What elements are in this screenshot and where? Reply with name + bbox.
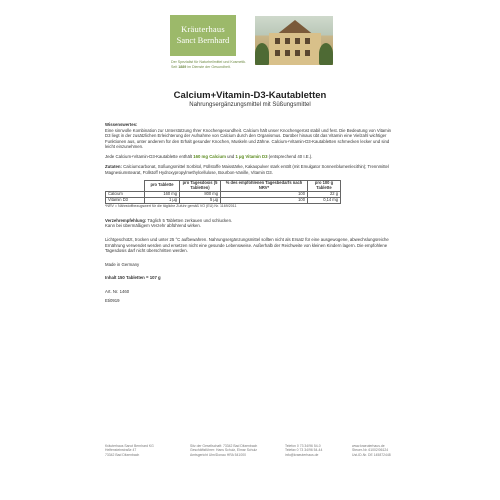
storage-notes: Lichtgeschützt, trocken und unter 25 °C aufbewahren. Nahrungsergänzungsmittel sollten nicht als Ersatz für eine ausgewogene, abwechslungsreiche Ernährung verwendet werden und ersetzen nicht eine gesunde Lebensweise. Außerhalb der Reichweite von kleinen Kindern lagern. Die empfohlene Tagesdosis darf nicht überschritten werden.: [105, 236, 389, 254]
footer-web: [352, 444, 391, 457]
footer-line: www.kraeuterhaus.de: [352, 444, 385, 448]
product-content: [105, 122, 395, 308]
dose-before: Jede Calcium+Vitamin-D3-Kautablette enthält: [105, 154, 194, 160]
table-row: [106, 197, 341, 203]
footer-legal: [190, 444, 257, 457]
tagline-text: Der Spezialist für Naturheilmittel und Kosmetik.: [171, 60, 247, 64]
footer-line: Steuer-Nr. 61002/06124: [352, 448, 389, 453]
footer-line: 73342 Bad Ditzenbach: [105, 452, 140, 457]
table-header-cell: [106, 180, 145, 191]
dose-calcium: 160 mg Calcium: [193, 154, 226, 160]
table-footnote: *NRV = Nährstoffbezugswert für die tägliche Zufuhr gemäß VO (EU) Nr. 1169/2011: [105, 204, 237, 209]
table-cell: 160 mg: [145, 191, 180, 197]
tagline-post-year: im Dienste der Gesundheit.: [186, 64, 231, 69]
zutaten-label: Zutaten:: [105, 164, 122, 170]
article-number: Art. Nr. 1460: [105, 288, 130, 294]
footer-line: Telefon 0 73 34/96 54-0: [285, 444, 321, 448]
verzehr-warning: Kann bei übermäßigem Verzehr abführend wirken.: [105, 223, 202, 229]
brand-logo: [170, 15, 236, 56]
footer-line: Geschäftsführer: Hans Schulz, Elmar Schulz: [190, 448, 257, 453]
footer-line: Helfensteinstraße 47: [105, 448, 137, 453]
table-cell: 1 µg: [145, 197, 180, 203]
zutaten-paragraph: [105, 164, 395, 175]
dose-paragraph: [105, 154, 395, 160]
verzehr-text: Täglich 5 Tabletten zerkauen und schlucken.: [146, 217, 233, 223]
logo-line-1: Kräuterhaus: [181, 24, 225, 34]
table-cell: 800 mg: [180, 191, 221, 197]
wissen-heading: Wissenswertes:: [105, 122, 138, 127]
nutrition-table: [105, 180, 341, 204]
table-cell: 100: [221, 197, 308, 203]
zutaten-text: Calciumcarbonat, Süßungsmittel Sorbitol, Füllstoffe Maisstärke, Kakaopulver stark entölt (mit Emulgator Sonnenblumenlecithin); Trennmittel Magnesiumstearat, Füllstoff Hydroxypropylmethylcellulose, Bourbon-Vanille, Vitamin D3.: [105, 164, 389, 175]
building-photo: [255, 16, 333, 65]
footer-line: Ust-ID-Nr. DE 145872448: [352, 452, 391, 457]
dose-mid: und: [225, 154, 236, 160]
footer-company: [105, 444, 154, 457]
dose-after: (entsprechend 40 I.E.).: [267, 154, 313, 160]
brand-tagline: [171, 60, 261, 69]
table-header-cell: pro Tablette: [145, 180, 180, 191]
table-header-cell: pro Tagesdosis (5 Tabletten): [180, 180, 221, 191]
footer-line: Amtsgericht Ulm/Donau HRA 541000: [190, 452, 246, 457]
table-cell: 0,14 mg: [308, 197, 341, 203]
verzehr-label: Verzehrempfehlung:: [105, 217, 147, 223]
made-in: Made in Germany: [105, 261, 140, 267]
product-subtitle: Nahrungsergänzungsmittel mit Süßungsmittel: [189, 102, 311, 108]
tagline-pre-year: Seit: [171, 64, 179, 69]
table-header-cell: pro 100 g Tablette: [308, 180, 341, 191]
tagline-year: 1889: [178, 64, 187, 69]
table-cell: 22 g: [308, 191, 341, 197]
wissen-text: Eine sinnvolle Kombination zur Unterstützung Ihrer Knochengesundheit. Calcium hält unser Knochengerüst stabil und fest. Die Bedeutung von Vitamin D3 liegt in der zusätzlichen Erleichterung der Aufnahme von Calcium durch den Organismus. Darüber hinaus übt das Vitamin eine Vielzahl wichtiger Funktionen aus, unter anderem für den Erhalt gesunder Knochen, Muskeln und Zähne. Calcium+Vitamin-D3-Kautabletten schmecken lecker und sind leicht einzunehmen.: [105, 127, 392, 150]
footer-line: Telefax 0 73 34/96 54-44: [285, 448, 323, 453]
table-cell: Vitamin D3: [106, 197, 145, 203]
dose-vitd: 1 µg Vitamin D3: [235, 154, 268, 160]
package-content: Inhalt 150 Tabletten = 107 g: [105, 275, 161, 281]
footer-contact: [285, 444, 322, 457]
footer-line: info@kraeuterhaus.de: [285, 452, 319, 457]
table-cell: 5 µg: [180, 197, 221, 203]
footer-line: Kräuterhaus Sanct Bernhard KG: [105, 444, 154, 448]
table-cell: Calcium: [106, 191, 145, 197]
table-header-row: [106, 180, 341, 191]
product-title: Calcium+Vitamin-D3-Kautabletten: [173, 90, 327, 101]
footer-line: Sitz der Gesellschaft: 73342 Bad Ditzenbach: [190, 444, 258, 448]
table-cell: 100: [221, 191, 308, 197]
table-header-cell: % des empfohlenen Tagesbedarfs nach NRV*: [221, 180, 308, 191]
label-code: Eti0919: [105, 298, 120, 304]
logo-line-2: Sanct Bernhard: [176, 35, 230, 45]
